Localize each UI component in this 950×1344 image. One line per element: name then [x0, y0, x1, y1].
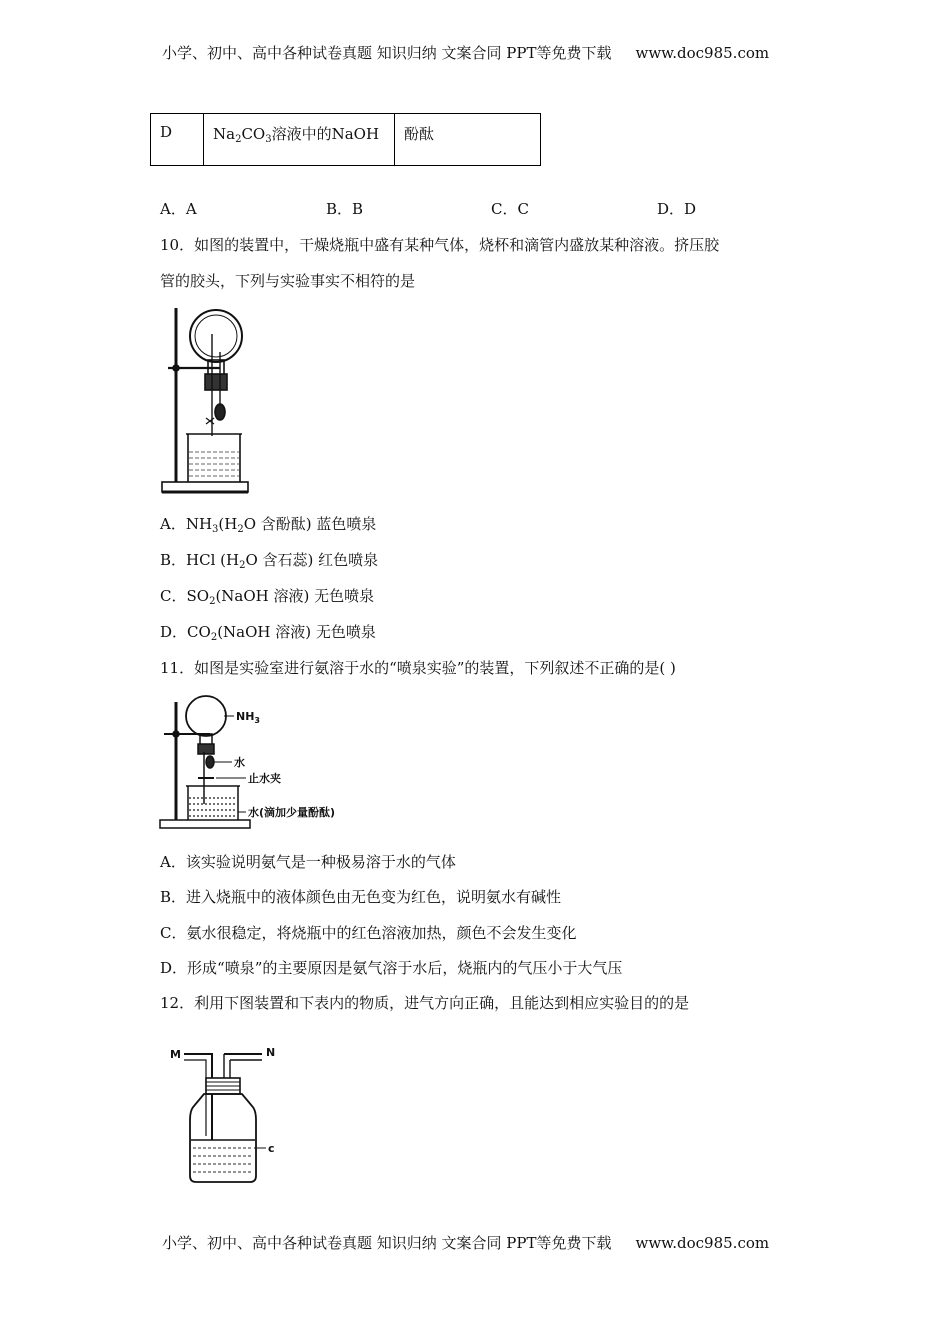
table-cell-reagent: 酚酞	[395, 114, 541, 166]
q10-option-a[interactable]: A．$NH_3(H_2O$ 含酚酞) 蓝色喷泉	[160, 515, 377, 535]
footer-site-link[interactable]: www.doc985.com	[635, 1234, 770, 1252]
q10-stem-line2: 管的胶头，下列与实验事实不相符的是	[160, 272, 416, 290]
label-m: M	[170, 1048, 181, 1061]
q11-option-c[interactable]: C．氨水很稳定，将烧瓶中的红色溶液加热，颜色不会发生变化	[160, 924, 577, 942]
label-c: c	[268, 1142, 275, 1155]
page-footer	[162, 1232, 769, 1253]
header-site-link[interactable]: www.doc985.com	[635, 44, 770, 62]
label-beaker: 水(滴加少量酚酞)	[248, 806, 336, 819]
fountain-apparatus-figure	[158, 306, 258, 496]
ammonia-fountain-figure	[158, 694, 348, 834]
table-row	[151, 114, 541, 166]
label-clamp: 止水夹	[248, 772, 281, 785]
q10-stem-line1: 10．如图的装置中，干燥烧瓶中盛有某种气体，烧杯和滴管内盛放某种溶液。挤压胶	[160, 236, 720, 254]
answer-table	[150, 113, 541, 166]
label-n: N	[266, 1046, 276, 1059]
label-water: 水	[234, 756, 245, 769]
q10-option-c[interactable]: C．$SO_2(NaOH$ 溶液) 无色喷泉	[160, 587, 375, 607]
q12-stem: 12．利用下图装置和下表内的物质，进气方向正确，且能达到相应实验目的的是	[160, 994, 690, 1012]
table-cell-substance: $Na_2CO_3$溶液中的NaOH	[204, 114, 395, 166]
label-nh3: $NH_3$	[236, 710, 260, 725]
q9-option-a[interactable]: A．A	[160, 200, 197, 218]
page-header	[162, 42, 769, 63]
q11-option-b[interactable]: B．进入烧瓶中的液体颜色由无色变为红色，说明氨水有碱性	[160, 888, 562, 906]
q9-option-c[interactable]: C．C	[491, 200, 529, 218]
q11-option-a[interactable]: A．该实验说明氨气是一种极易溶于水的气体	[160, 853, 456, 871]
q9-option-d[interactable]: D．D	[657, 200, 697, 218]
table-cell-label: D	[151, 114, 204, 166]
header-text: 小学、初中、高中各种试卷真题 知识归纳 文案合同 PPT等免费下载	[162, 44, 612, 62]
gas-washing-bottle-figure	[166, 1040, 286, 1190]
q10-option-b[interactable]: B．HCl ($H_2O$ 含石蕊) 红色喷泉	[160, 551, 379, 571]
q11-stem: 11．如图是实验室进行氨溶于水的“喷泉实验”的装置，下列叙述不正确的是( )	[160, 659, 676, 677]
q10-option-d[interactable]: D．$CO_2(NaOH$ 溶液) 无色喷泉	[160, 623, 376, 643]
q9-option-b[interactable]: B．B	[326, 200, 364, 218]
q11-option-d[interactable]: D．形成“喷泉”的主要原因是氨气溶于水后，烧瓶内的气压小于大气压	[160, 959, 623, 977]
footer-text: 小学、初中、高中各种试卷真题 知识归纳 文案合同 PPT等免费下载	[162, 1234, 612, 1252]
